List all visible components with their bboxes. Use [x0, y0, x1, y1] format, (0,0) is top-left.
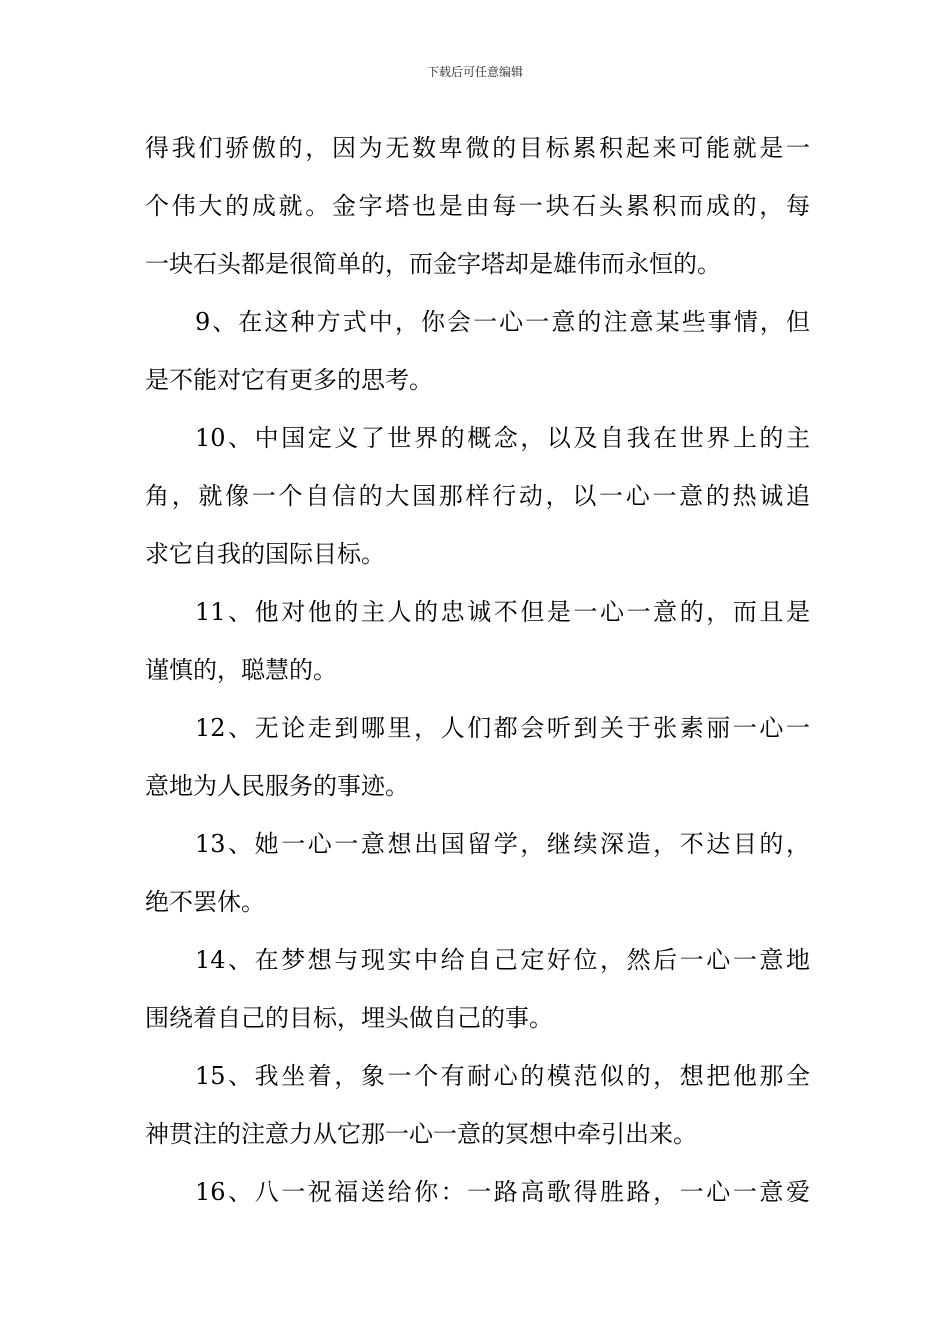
text-line: 是不能对它有更多的思考。 [145, 366, 433, 394]
text-line: 个伟大的成就。金字塔也是由每一块石头累积而成的，每 [145, 192, 810, 220]
text-line: 神贯注的注意力从它那一心一意的冥想中牵引出来。 [145, 1120, 697, 1148]
text-line: 12、无论走到哪里，人们都会听到关于张素丽一心一 [195, 714, 810, 742]
text-line: 11、他对他的主人的忠诚不但是一心一意的，而且是 [195, 598, 810, 626]
text-line: 角，就像一个自信的大国那样行动，以一心一意的热诚追 [145, 482, 810, 510]
text-line: 10、中国定义了世界的概念，以及自我在世界上的主 [195, 424, 810, 452]
text-line: 绝不罢休。 [145, 888, 265, 916]
text-line: 14、在梦想与现实中给自己定好位，然后一心一意地 [195, 946, 810, 974]
text-line: 得我们骄傲的，因为无数卑微的目标累积起来可能就是一 [145, 134, 810, 162]
text-line: 围绕着自己的目标，埋头做自己的事。 [145, 1004, 553, 1032]
page-header: 下载后可任意编辑 [426, 65, 523, 79]
text-line: 16、八一祝福送给你：一路高歌得胜路，一心一意爱 [195, 1178, 810, 1206]
text-line: 意地为人民服务的事迹。 [145, 772, 409, 800]
text-line: 谨慎的，聪慧的。 [145, 656, 337, 684]
text-line: 求它自我的国际目标。 [145, 540, 385, 568]
text-line: 15、我坐着，象一个有耐心的模范似的，想把他那全 [195, 1062, 810, 1090]
text-line: 13、她一心一意想出国留学，继续深造，不达目的， [195, 830, 810, 858]
text-line: 9、在这种方式中，你会一心一意的注意某些事情，但 [195, 308, 810, 336]
text-line: 一块石头都是很简单的，而金字塔却是雄伟而永恒的。 [145, 250, 721, 278]
